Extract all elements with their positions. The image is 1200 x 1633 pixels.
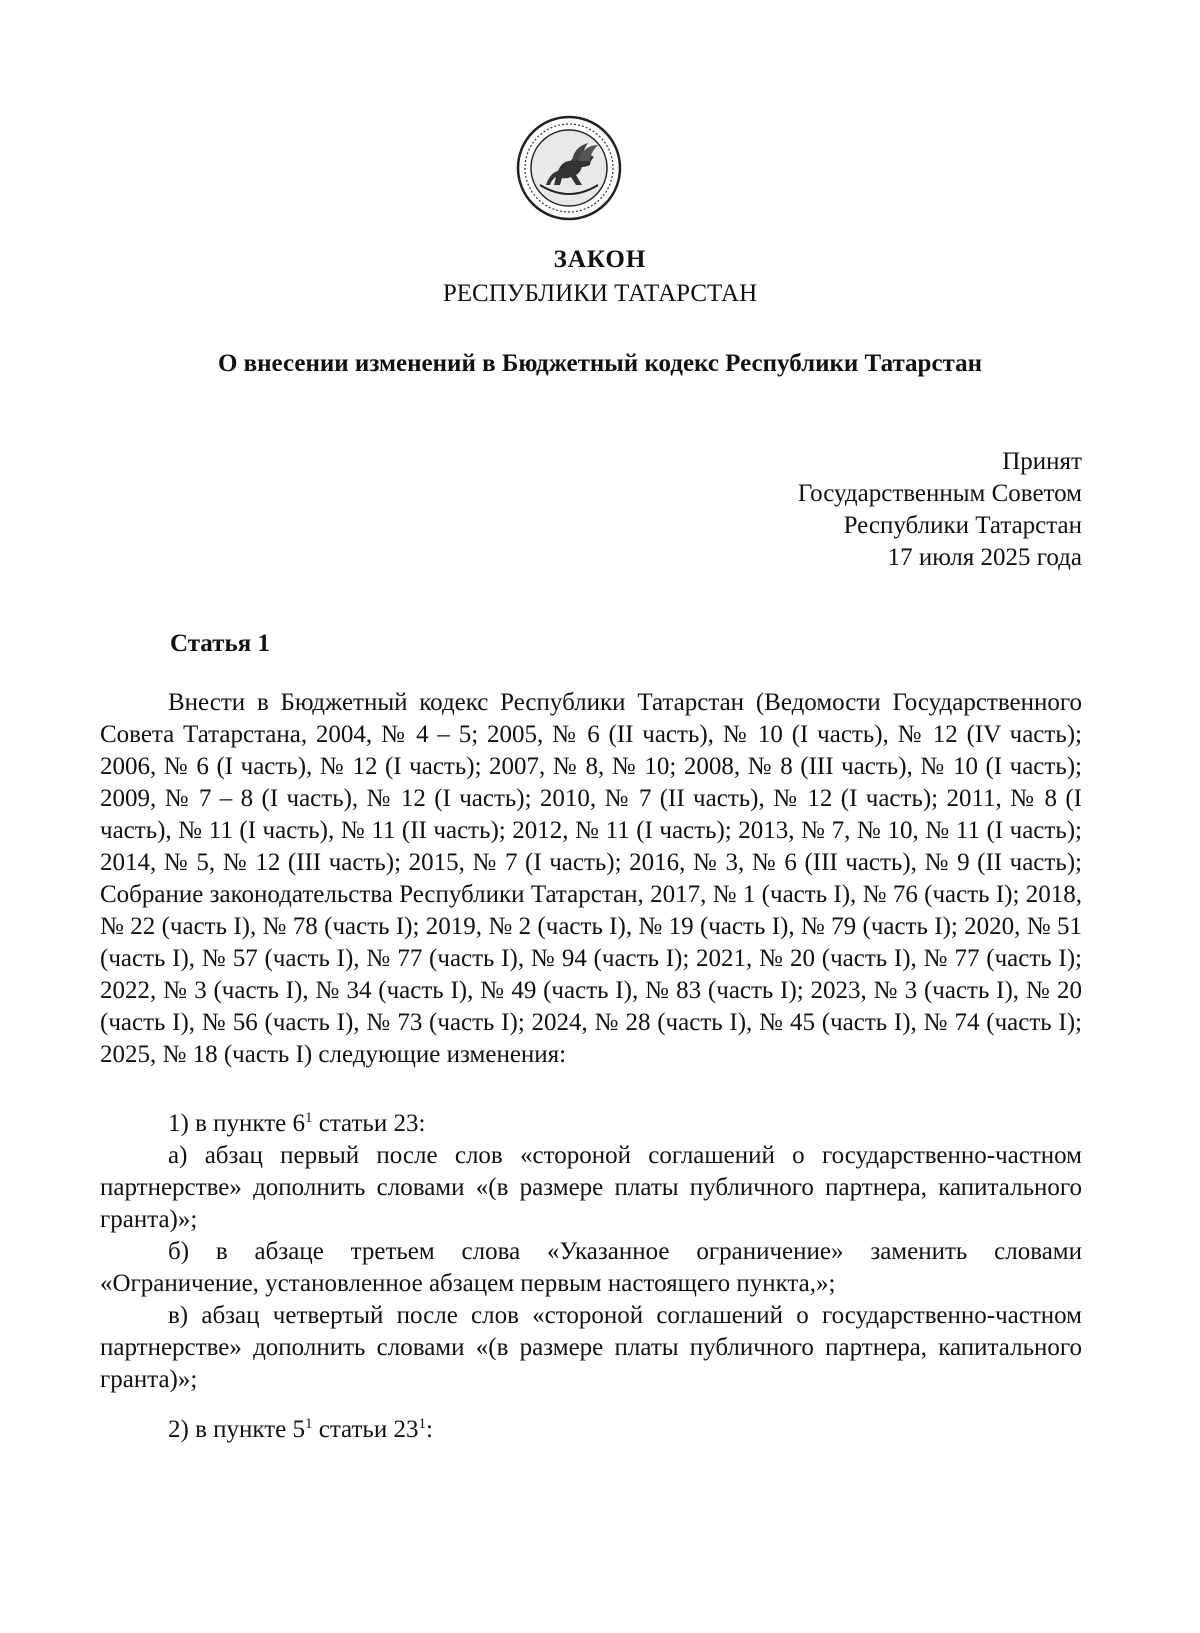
item-2-sup-1: 1 bbox=[304, 1416, 313, 1432]
item-2-sup-2: 1 bbox=[418, 1416, 426, 1432]
item-1-pre: 1) в пункте 6 bbox=[168, 1110, 305, 1137]
item-1-post: статьи 23: bbox=[312, 1110, 426, 1137]
adoption-block bbox=[798, 446, 1082, 574]
item-2-mid: статьи 23 bbox=[312, 1416, 419, 1443]
item-2 bbox=[100, 1414, 1082, 1446]
document-title: ЗАКОН bbox=[553, 246, 647, 273]
item-1-sup: 1 bbox=[304, 1110, 313, 1126]
adoption-line: Республики Татарстан bbox=[843, 512, 1082, 539]
law-name: О внесении изменений в Бюджетный кодекс Республики Татарстан bbox=[217, 350, 983, 377]
item-1-subitem-b: б) в абзаце третьем слова «Указанное ограничение» заменить словами «Ограничение, установленное абзацем первым настоящего пункта,»; bbox=[100, 1238, 1082, 1297]
item-2-heading bbox=[100, 1414, 1082, 1446]
document-subtitle: РЕСПУБЛИКИ ТАТАРСТАН bbox=[442, 280, 758, 307]
item-1-heading bbox=[100, 1108, 1082, 1140]
item-1 bbox=[100, 1108, 1082, 1396]
item-1-subitem-c: в) абзац четвертый после слов «стороной соглашений о государственно-частном партнерстве» дополнить словами «(в размере платы публичного партнера, капитального гранта)»; bbox=[100, 1302, 1082, 1393]
item-2-post: : bbox=[425, 1416, 433, 1443]
item-2-pre: 2) в пункте 5 bbox=[168, 1416, 305, 1443]
adoption-date: 17 июля 2025 года bbox=[887, 544, 1082, 571]
tatarstan-emblem-icon bbox=[516, 115, 622, 221]
item-1-subitem-a: а) абзац первый после слов «стороной соглашений о государственно-частном партнерстве» дополнить словами «(в размере платы публичного партнера, капитального гранта)»; bbox=[100, 1142, 1082, 1233]
adoption-line: Принят bbox=[1002, 448, 1082, 475]
adoption-line: Государственным Советом bbox=[797, 480, 1082, 507]
article-intro bbox=[100, 687, 1082, 1071]
article-heading: Статья 1 bbox=[170, 630, 270, 657]
intro-paragraph: Внести в Бюджетный кодекс Республики Татарстан (Ведомости Государственного Совета Татарстана, 2004, № 4 – 5; 2005, № 6 (II часть), № 10 (I часть), № 12 (IV часть); 2006, № 6 (I часть), № 12 (I часть); 2007, № 8, № 10; 2008, № 8 (III часть), № 10 (I часть); 2009, № 7 – 8 (I часть), № 12 (I часть); 2010, № 7 (II часть), № 12 (I часть); 2011, № 8 (I часть), № 11 (I часть), № 11 (II часть); 2012, № 11 (I часть); 2013, № 7, № 10, № 11 (I часть); 2014, № 5, № 12 (III часть); 2015, № 7 (I часть); 2016, № 3, № 6 (III часть), № 9 (II часть); Собрание законодательства Республики Татарстан, 2017, № 1 (часть I), № 76 (часть I); 2018, № 22 (часть I), № 78 (часть I); 2019, № 2 (часть I), № 19 (часть I), № 79 (часть I); 2020, № 51 (часть I), № 57 (часть I), № 77 (часть I), № 94 (часть I); 2021, № 20 (часть I), № 77 (часть I); 2022, № 3 (часть I), № 34 (часть I), № 49 (часть I), № 83 (часть I); 2023, № 3 (часть I), № 20 (часть I), № 56 (часть I), № 73 (часть I); 2024, № 28 (часть I), № 45 (часть I), № 74 (часть I); 2025, № 18 (часть I) следующие изменения: bbox=[100, 689, 1082, 1068]
